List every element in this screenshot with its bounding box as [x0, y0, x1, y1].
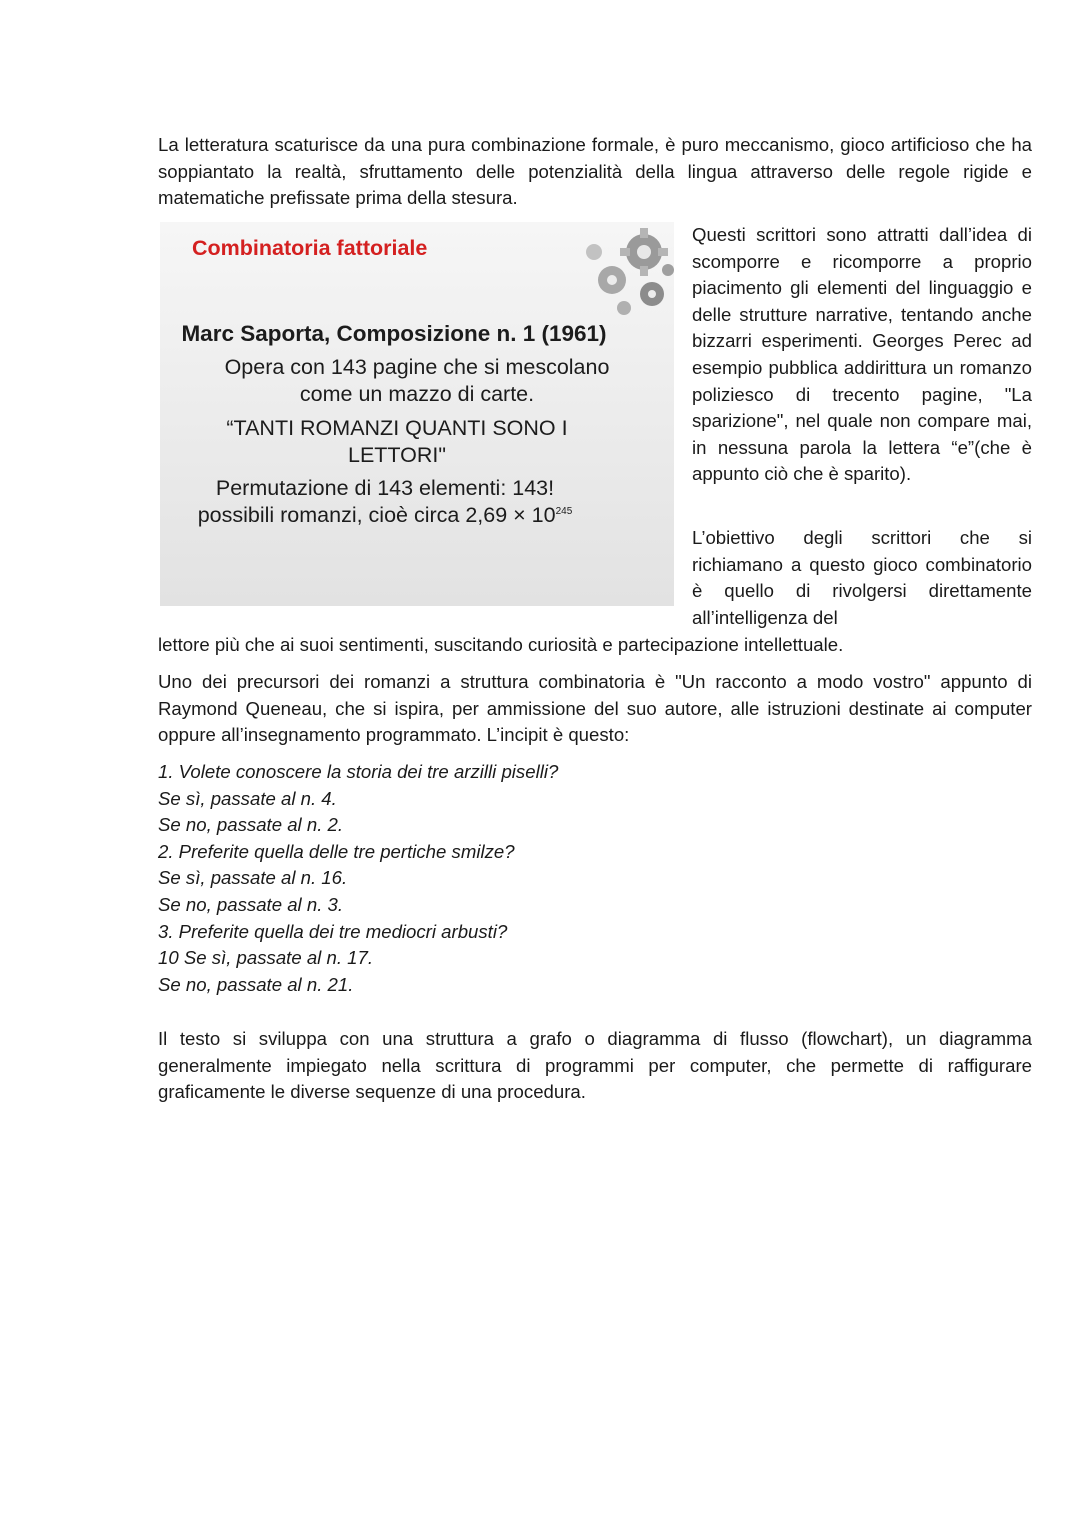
slide-description — [160, 354, 674, 408]
slide-permutation-text: possibili romanzi, cioè circa 2,69 × 10 — [197, 503, 556, 527]
side-paragraph-writers: Questi scrittori sono attratti dall’idea di scomporre e ricomporre a proprio piacimento gli elementi del linguaggio e delle strutture narrative, tentando anche bizzarri esperimenti. Georges Perec ad esempio pubblica addirittura un romanzo poliziesco di trecento pagine, "La sparizione", nel quale non compare mai, in nessuna parola la lettera “e”(che è appunto ciò che è sparito). — [692, 224, 1032, 485]
slide-description-line: Opera con 143 pagine che si mescolano — [224, 355, 610, 379]
incipit-line: 2. Preferite quella delle tre pertiche smilze? — [158, 840, 515, 862]
slide-title: Combinatoria fattoriale — [192, 236, 428, 260]
slide-permutation-exponent: 245 — [555, 506, 573, 517]
gears-icon — [574, 222, 674, 318]
slide-quote-line: LETTORI" — [347, 443, 447, 467]
slide-quote — [160, 415, 654, 469]
incipit-line: Se sì, passate al n. 16. — [158, 867, 348, 889]
slide-permutation — [160, 475, 642, 529]
incipit-line: 10 Se sì, passate al n. 17. — [158, 947, 373, 969]
incipit-line: Se no, passate al n. 2. — [158, 814, 344, 836]
slide-description-line: come un mazzo di carte. — [299, 382, 535, 406]
side-paragraph-objective: L’obiettivo degli scrittori che si richiamano a questo gioco combinatorio è quello di rivolgersi direttamente all’intelligenza del — [692, 527, 1032, 628]
incipit-line: Se no, passate al n. 3. — [158, 893, 344, 915]
paragraph-continuation: lettore più che ai suoi sentimenti, suscitando curiosità e partecipazione intellettuale. — [158, 634, 844, 655]
slide-permutation-line: Permutazione di 143 elementi: 143! — [215, 476, 555, 500]
slide-heading: Marc Saporta, Composizione n. 1 (1961) — [181, 321, 607, 346]
incipit-line: Se no, passate al n. 21. — [158, 973, 354, 995]
slide-quote-line: “TANTI ROMANZI QUANTI SONO I — [226, 416, 568, 440]
slide-permutation-line — [160, 502, 642, 529]
slide-image — [160, 222, 674, 606]
incipit-line: Se sì, passate al n. 4. — [158, 787, 337, 809]
incipit-line: 3. Preferite quella dei tre mediocri arbusti? — [158, 920, 508, 942]
incipit-line: 1. Volete conoscere la storia dei tre arzilli piselli? — [158, 761, 559, 782]
paragraph-intro: La letteratura scaturisce da una pura combinazione formale, è puro meccanismo, gioco artificioso che ha soppiantato la realtà, sfruttamento delle potenzialità della lingua attraverso delle regole rigide e matematiche prefissate prima della stesura. — [158, 134, 1032, 209]
paragraph-flowchart: Il testo si sviluppa con una struttura a grafo o diagramma di flusso (flowchart), un diagramma generalmente impiegato nella scrittura di programmi per computer, che permette di raffigurare graficamente le diverse sequenze di una procedura. — [158, 1028, 1032, 1103]
paragraph-queneau: Uno dei precursori dei romanzi a struttura combinatoria è "Un racconto a modo vostro" appunto di Raymond Queneau, che si ispira, per ammissione del suo autore, alle istruzioni destinate ai computer oppure all’insegnamento programmato. L’incipit è questo: — [158, 671, 1032, 746]
incipit-list — [158, 759, 758, 998]
